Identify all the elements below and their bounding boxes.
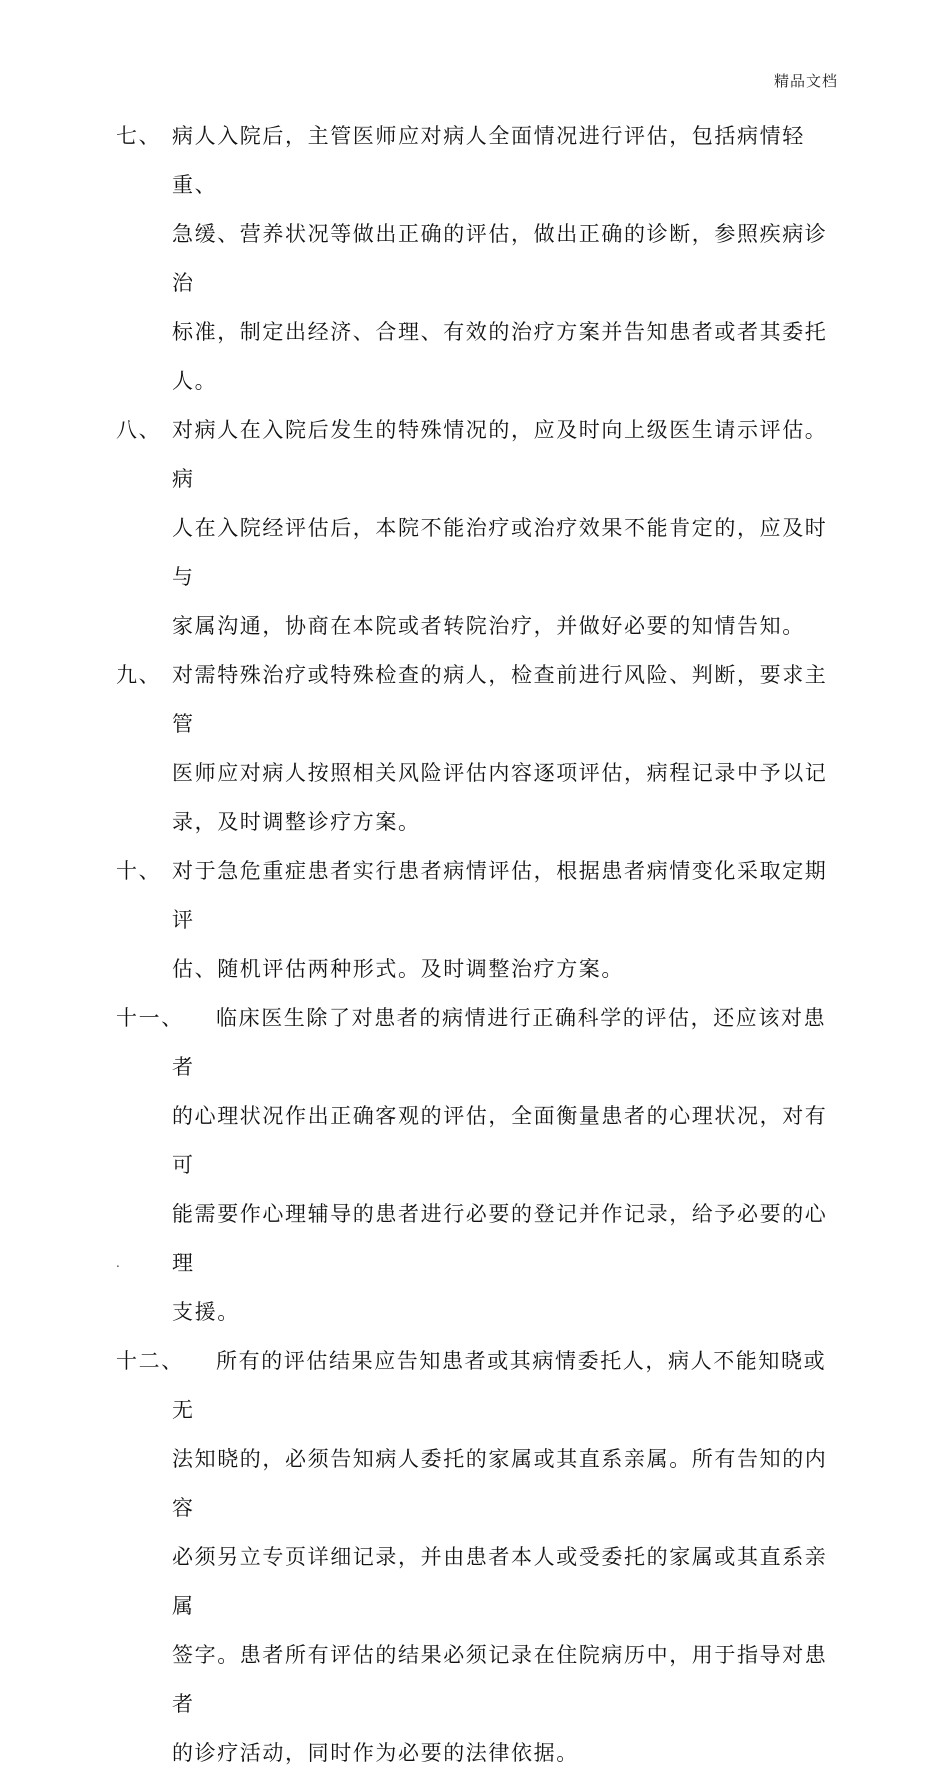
list-item-9 — [116, 651, 846, 847]
text-line: 标准，制定出经济、合理、有效的治疗方案并告知患者或者其委托人。 — [172, 320, 828, 393]
item-text — [116, 847, 846, 994]
text-line: 的心理状况作出正确客观的评估，全面衡量患者的心理状况，对有可 — [172, 1104, 828, 1177]
list-item-11 — [116, 994, 846, 1337]
item-number: 七、 — [116, 124, 162, 148]
item-text — [116, 651, 846, 847]
text-line: 签字。患者所有评估的结果必须记录在住院病历中，用于指导对患者 — [172, 1643, 828, 1716]
list-item-12 — [116, 1337, 846, 1778]
text-line-content: 所有的评估结果应告知患者或其病情委托人，病人不能知晓或无 — [172, 1349, 827, 1422]
item-number: 九、 — [116, 663, 162, 687]
text-line: 对于急危重症患者实行患者病情评估，根据患者病情变化采取定期评 — [172, 859, 828, 932]
text-line: 医师应对病人按照相关风险评估内容逐项评估，病程记录中予以记 — [172, 761, 828, 785]
text-line: 必须另立专页详细记录，并由患者本人或受委托的家属或其直系亲属 — [172, 1545, 828, 1618]
list-item-7 — [116, 112, 846, 406]
text-line: 对需特殊治疗或特殊检查的病人，检查前进行风险、判断，要求主管 — [172, 663, 828, 736]
text-line: 对病人在入院后发生的特殊情况的，应及时向上级医生请示评估。病 — [172, 418, 828, 491]
item-text — [116, 406, 846, 651]
item-text — [116, 994, 846, 1337]
list-item-10 — [116, 847, 846, 994]
text-line: 急缓、营养状况等做出正确的评估，做出正确的诊断，参照疾病诊治 — [172, 222, 828, 295]
text-line: 家属沟通，协商在本院或者转院治疗，并做好必要的知情告知。 — [172, 614, 805, 638]
text-line — [172, 1337, 846, 1435]
item-text — [116, 1337, 846, 1778]
page-header-label: 精品文档 — [773, 72, 838, 90]
document-body — [116, 112, 846, 1778]
item-number: 十二、 — [116, 1349, 184, 1373]
text-line: 法知晓的，必须告知病人委托的家属或其直系亲属。所有告知的内容 — [172, 1447, 828, 1520]
text-line: 支援。 — [172, 1300, 240, 1324]
item-number: 十一、 — [116, 1006, 184, 1030]
text-line: 能需要作心理辅导的患者进行必要的登记并作记录，给予必要的心理 — [172, 1202, 828, 1275]
item-number: 十、 — [116, 859, 162, 883]
list-item-8 — [116, 406, 846, 651]
text-line: 估、随机评估两种形式。及时调整治疗方案。 — [172, 957, 624, 981]
text-line: 的诊疗活动，同时作为必要的法律依据。 — [172, 1741, 579, 1765]
text-line: 病人入院后，主管医师应对病人全面情况进行评估，包括病情轻重、 — [172, 124, 805, 197]
text-line — [172, 994, 846, 1092]
text-line: 录，及时调整诊疗方案。 — [172, 810, 421, 834]
text-line-content: 临床医生除了对患者的病情进行正确科学的评估，还应该对患者 — [172, 1006, 827, 1079]
text-line: 人在入院经评估后，本院不能治疗或治疗效果不能肯定的，应及时与 — [172, 516, 828, 589]
item-text — [116, 112, 846, 406]
item-number: 八、 — [116, 418, 162, 442]
footer-mark: . — [116, 1256, 120, 1270]
